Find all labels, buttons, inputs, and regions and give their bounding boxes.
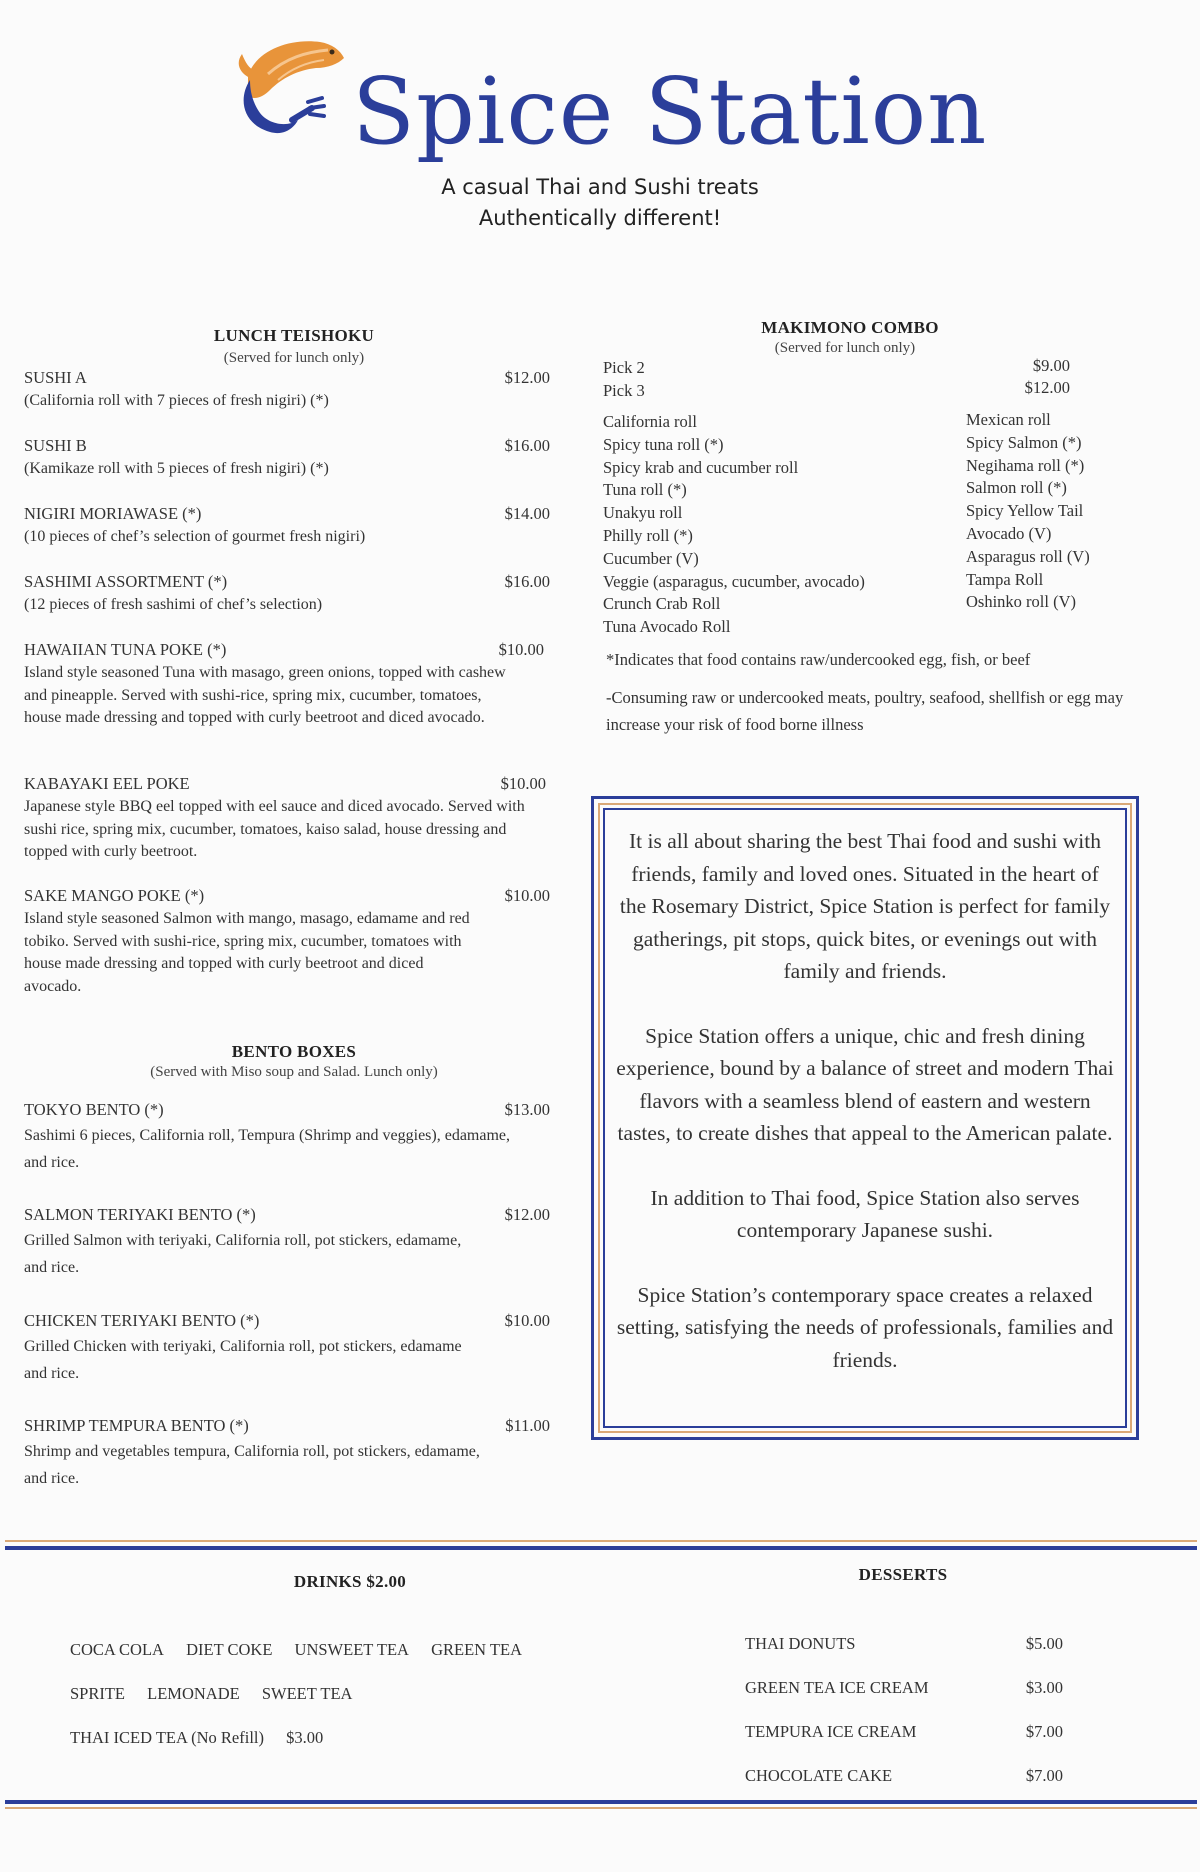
list-item: Spicy Yellow Tail xyxy=(966,501,1084,521)
item-name: SHRIMP TEMPURA BENTO (*) xyxy=(24,1416,249,1435)
list-item: Spicy krab and cucumber roll xyxy=(603,457,799,477)
item-name: HAWAIIAN TUNA POKE (*) xyxy=(24,640,227,659)
pick-price: $12.00 xyxy=(1024,378,1070,397)
menu-item xyxy=(24,1100,550,1176)
menu-item xyxy=(24,640,544,730)
item-description: Grilled Chicken with teriyaki, California roll, pot stickers, edamame and rice. xyxy=(24,1338,462,1382)
drink-item: LEMONADE xyxy=(147,1684,240,1703)
item-description: Japanese style BBQ eel topped with eel sauce and diced avocado. Served with sushi rice, spring mix, cucumber, tomatoes, kaiso salad, house dressing and topped with curly beetroot. xyxy=(24,798,525,860)
list-item: Veggie (asparagus, cucumber, avocado) xyxy=(603,571,865,591)
drink-item: UNSWEET TEA xyxy=(294,1640,409,1659)
list-item: Tuna roll (*) xyxy=(603,480,687,500)
menu-item xyxy=(24,572,550,617)
item-price: $11.00 xyxy=(505,1416,550,1435)
item-name: SASHIMI ASSORTMENT (*) xyxy=(24,572,228,591)
list-item: Tampa Roll xyxy=(966,569,1044,589)
list-item: Avocado (V) xyxy=(966,523,1052,543)
item-price: $10.00 xyxy=(500,774,546,793)
dessert-price: $3.00 xyxy=(1025,1678,1063,1697)
food-safety-warning: -Consuming raw or undercooked meats, poultry, seafood, shellfish or egg may increase your risk of food borne illness xyxy=(606,688,1124,734)
item-name: SAKE MANGO POKE (*) xyxy=(24,886,205,905)
dessert-price: $7.00 xyxy=(1025,1766,1063,1785)
drink-item: COCA COLA xyxy=(70,1640,164,1659)
dessert-price: $5.00 xyxy=(1025,1634,1063,1653)
item-price: $10.00 xyxy=(504,1311,550,1330)
drinks-row xyxy=(70,1640,540,1660)
about-text xyxy=(616,825,1114,1408)
item-description: (California roll with 7 pieces of fresh nigiri) (*) xyxy=(24,392,329,409)
list-item: Oshinko roll (V) xyxy=(966,592,1076,612)
item-description: (12 pieces of fresh sashimi of chef’s selection) xyxy=(24,596,323,613)
drink-price: $3.00 xyxy=(286,1728,324,1747)
tagline-secondary: Authentically different! xyxy=(478,206,722,230)
item-name: SALMON TERIYAKI BENTO (*) xyxy=(24,1205,256,1224)
pick-price: $9.00 xyxy=(1032,356,1070,375)
item-description: Shrimp and vegetables tempura, California roll, pot stickers, edamame, and rice. xyxy=(24,1443,480,1487)
list-item: Unakyu roll xyxy=(603,503,683,523)
list-item: Crunch Crab Roll xyxy=(603,594,721,614)
about-paragraph: It is all about sharing the best Thai food and sushi with friends, family and loved ones. Situated in the heart of the Rosemary District, Spice Station is perfect for family gatherings, pit stops, quick bites, or evenings out with family and friends. xyxy=(619,829,1111,983)
item-price: $16.00 xyxy=(504,436,550,455)
menu-item xyxy=(24,1416,550,1492)
drink-item: SWEET TEA xyxy=(261,1684,353,1703)
roll-list-right xyxy=(966,409,1166,614)
item-description: Island style seasoned Salmon with mango, masago, edamame and red tobiko. Served with sushi-rice, spring mix, cucumber, tomatoes with house made dressing and topped with curly beetroot and diced avocado. xyxy=(24,910,470,995)
list-item: Tuna Avocado Roll xyxy=(603,617,731,637)
about-paragraph: Spice Station offers a unique, chic and fresh dining experience, bound by a balance of street and modern Thai flavors with a seamless blend of eastern and western tastes, to create dishes that appeal to the American palate. xyxy=(616,1023,1114,1145)
divider xyxy=(5,1546,1197,1550)
list-item: Cucumber (V) xyxy=(603,548,699,568)
divider xyxy=(5,1807,1197,1809)
pick-label: Pick 3 xyxy=(603,381,645,400)
section-title-drinks: DRINKS $2.00 xyxy=(293,1572,407,1591)
dessert-item xyxy=(745,1766,1063,1786)
drink-item: THAI ICED TEA (No Refill) xyxy=(70,1728,264,1747)
item-price: $10.00 xyxy=(504,886,550,905)
item-description: (10 pieces of chef’s selection of gourmet fresh nigiri) xyxy=(24,528,366,545)
item-description: Island style seasoned Tuna with masago, green onions, topped with cashew and pineapple. Served with sushi-rice, spring mix, cucumber, tomatoes, house made dressing and topped with curly beetroot and diced avocado. xyxy=(24,664,506,726)
dessert-name: CHOCOLATE CAKE xyxy=(745,1766,893,1785)
brand-title: Spice Station xyxy=(352,58,988,165)
section-subtitle: (Served with Miso soup and Salad. Lunch only) xyxy=(150,1064,438,1080)
divider xyxy=(5,1800,1197,1804)
menu-item xyxy=(24,368,550,413)
list-item: Salmon roll (*) xyxy=(966,478,1067,498)
raw-food-note: *Indicates that food contains raw/undercooked egg, fish, or beef xyxy=(606,650,1031,669)
list-item: Mexican roll xyxy=(966,410,1051,429)
list-item: Spicy tuna roll (*) xyxy=(603,434,724,454)
section-title-desserts: DESSERTS xyxy=(858,1565,948,1584)
dessert-name: TEMPURA ICE CREAM xyxy=(745,1722,917,1741)
drink-item: SPRITE xyxy=(70,1684,126,1703)
drinks-row xyxy=(70,1684,370,1704)
dessert-price: $7.00 xyxy=(1025,1722,1063,1741)
item-description: (Kamikaze roll with 5 pieces of fresh nigiri) (*) xyxy=(24,460,329,477)
menu-item xyxy=(24,1311,550,1387)
item-name: SUSHI A xyxy=(24,368,87,387)
item-price: $13.00 xyxy=(504,1100,550,1119)
list-item: Philly roll (*) xyxy=(603,525,693,545)
dessert-name: GREEN TEA ICE CREAM xyxy=(745,1678,929,1697)
pick-label: Pick 2 xyxy=(603,358,645,377)
section-subtitle: (Served for lunch only) xyxy=(774,340,916,356)
tagline: A casual Thai and Sushi treats xyxy=(441,175,759,199)
item-name: SUSHI B xyxy=(24,436,87,455)
drinks-row xyxy=(70,1728,341,1748)
item-price: $12.00 xyxy=(504,368,550,387)
menu-item xyxy=(24,774,546,864)
list-item: Asparagus roll (V) xyxy=(966,546,1090,566)
menu-item xyxy=(24,1205,550,1281)
about-paragraph: Spice Station’s contemporary space creates a relaxed setting, satisfying the needs of professionals, families and friends. xyxy=(616,1282,1114,1372)
about-box xyxy=(591,796,1139,1440)
item-description: Grilled Salmon with teriyaki, California roll, pot stickers, edamame, and rice. xyxy=(24,1232,462,1276)
dessert-item xyxy=(745,1634,1063,1654)
item-name: CHICKEN TERIYAKI BENTO (*) xyxy=(24,1311,260,1330)
list-item: Spicy Salmon (*) xyxy=(966,432,1082,452)
item-price: $16.00 xyxy=(504,572,550,591)
menu-item xyxy=(24,504,550,549)
item-description: Sashimi 6 pieces, California roll, Tempura (Shrimp and veggies), edamame, and rice. xyxy=(24,1127,511,1171)
about-paragraph: In addition to Thai food, Spice Station also serves contemporary Japanese sushi. xyxy=(650,1185,1080,1242)
menu-item xyxy=(24,436,550,481)
section-title-makimono-combo: MAKIMONO COMBO xyxy=(761,318,939,337)
item-name: TOKYO BENTO (*) xyxy=(24,1100,164,1119)
section-title-bento-boxes: BENTO BOXES xyxy=(231,1042,357,1061)
section-title-lunch-teishoku: LUNCH TEISHOKU xyxy=(213,326,375,345)
dessert-item xyxy=(745,1722,1063,1742)
item-name: KABAYAKI EEL POKE xyxy=(24,774,190,793)
list-item: California roll xyxy=(603,412,697,431)
roll-list-left xyxy=(603,411,933,639)
dessert-name: THAI DONUTS xyxy=(745,1634,856,1653)
item-price: $12.00 xyxy=(504,1205,550,1224)
item-price: $10.00 xyxy=(498,640,544,659)
divider xyxy=(5,1540,1197,1542)
item-price: $14.00 xyxy=(504,504,550,523)
item-name: NIGIRI MORIAWASE (*) xyxy=(24,504,202,523)
list-item: Negihama roll (*) xyxy=(966,455,1085,475)
drink-item: DIET COKE xyxy=(186,1640,273,1659)
dessert-item xyxy=(745,1678,1063,1698)
section-subtitle: (Served for lunch only) xyxy=(223,350,365,366)
drink-item: GREEN TEA xyxy=(431,1640,522,1659)
fish-fork-logo-icon xyxy=(228,28,348,140)
menu-item xyxy=(24,886,550,998)
